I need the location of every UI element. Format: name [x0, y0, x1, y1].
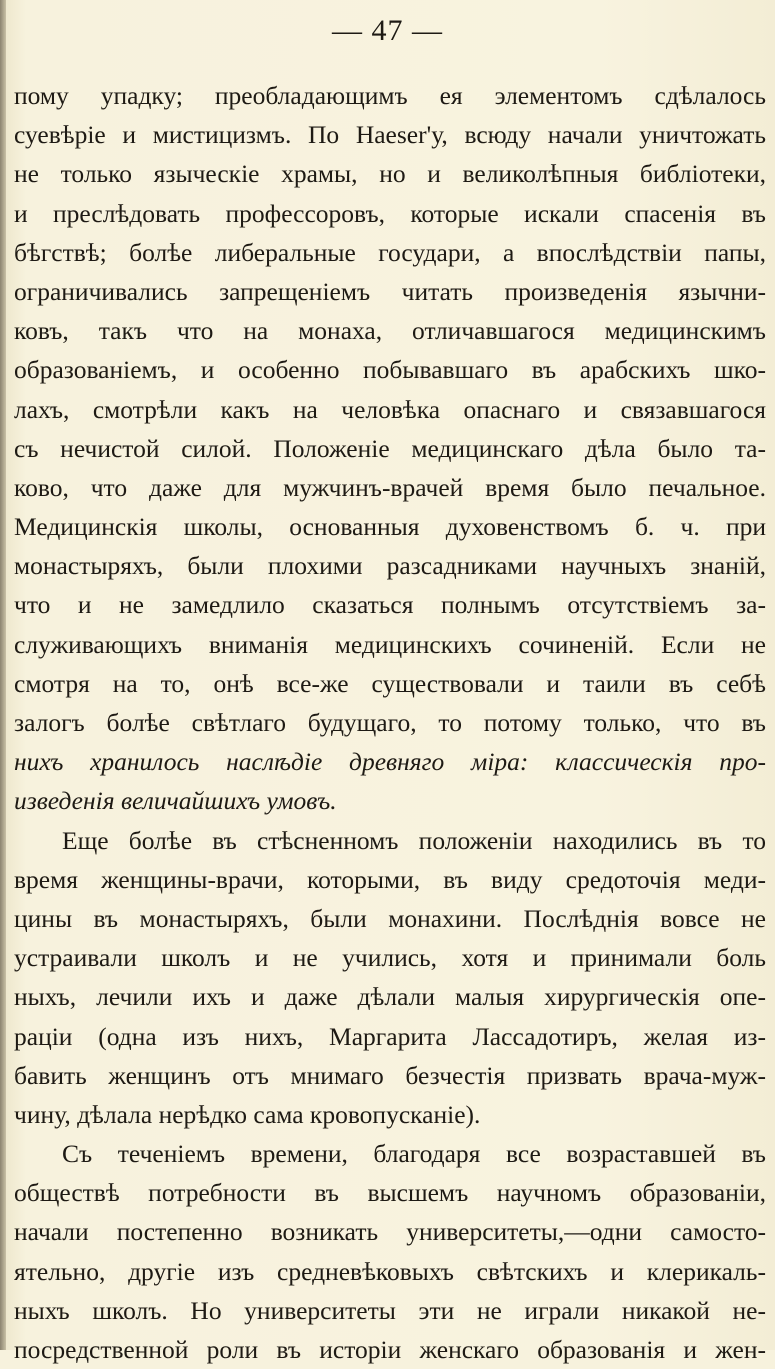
- text-line: обществѣ потребности въ высшемъ научномъ образованіи,: [14, 1178, 766, 1208]
- text-line: Съ теченіемъ времени, благодаря все возраставшей въ: [62, 1139, 766, 1169]
- text-line: нихъ хранилось наслѣдіе древняго міра: классическія про-: [14, 747, 766, 777]
- text-line: бавить женщинъ отъ мнимаго безчестія призвать врача-муж-: [14, 1060, 766, 1090]
- text-line: смотря на то, онѣ все-же существовали и таили въ себѣ: [14, 668, 766, 698]
- page-number: — 47 —: [332, 14, 443, 47]
- text-line: ныхъ, лечили ихъ и даже дѣлали малыя хирургическія опе-: [14, 982, 766, 1012]
- text-line: съ нечистой силой. Положеніе медицинскаго дѣла было та-: [14, 433, 766, 463]
- text-line: ныхъ школъ. Но университеты эти не играли никакой не-: [14, 1295, 766, 1325]
- text-line: время женщины-врачи, которыми, въ виду средоточія меди-: [14, 864, 766, 894]
- text-line: цины въ монастыряхъ, были монахини. Послѣднія вовсе не: [14, 903, 766, 933]
- text-line: начали постепенно возникать университеты,—одни самосто-: [14, 1217, 766, 1247]
- text-line: изведенія величайшихъ умовъ.: [14, 786, 337, 816]
- text-line: ково, что даже для мужчинъ-врачей время было печальное.: [14, 472, 766, 502]
- text-line: устраивали школъ и не учились, хотя и принимали боль: [14, 943, 766, 973]
- text-line: залогъ болѣе свѣтлаго будущаго, то потому только, что въ: [14, 708, 766, 737]
- text-line: не только языческіе храмы, но и великолѣпныя библіотеки,: [14, 159, 766, 189]
- binding-edge: [0, 0, 6, 1350]
- text-line: ятельно, другіе изъ средневѣковыхъ свѣтскихъ и клерикаль-: [14, 1256, 766, 1286]
- text-line: и преслѣдовать профессоровъ, которые искали спасенія въ: [14, 198, 766, 228]
- text-line: что и не замедлило сказаться полнымъ отсутствіемъ за-: [14, 590, 766, 620]
- text-line: пому упадку; преобладающимъ ея элементомъ сдѣлалось: [14, 81, 766, 110]
- text-line: монастыряхъ, были плохими разсадниками научныхъ знаній,: [14, 551, 766, 581]
- text-line: Еще болѣе въ стѣсненномъ положеніи находились въ то: [62, 825, 766, 855]
- text-line: ограничивались запрещеніемъ читать произведенія язычни-: [14, 276, 766, 306]
- text-line: образованіемъ, и особенно побывавшаго въ арабскихъ шко-: [14, 355, 766, 385]
- text-line: лахъ, смотрѣли какъ на человѣка опаснаго и связавшагося: [14, 394, 766, 424]
- text-line: Медицинскія школы, основанныя духовенствомъ б. ч. при: [14, 512, 766, 542]
- text-line: служивающихъ вниманія медицинскихъ сочиненій. Если не: [14, 629, 766, 659]
- text-line: раціи (одна изъ нихъ, Маргарита Лассадотиръ, желая из-: [14, 1021, 766, 1051]
- text-line: ковъ, такъ что на монаха, отличавшагося медицинскимъ: [14, 316, 766, 346]
- text-line: чину, дѣлала нерѣдко сама кровопусканіе).: [14, 1099, 481, 1129]
- text-line: суевѣріе и мистицизмъ. По Haeser'у, всюду начали уничтожать: [14, 120, 766, 150]
- text-line: посредственной роли въ исторіи женскаго образованія и жен-: [14, 1335, 766, 1364]
- body-text: [14, 76, 766, 1369]
- text-line: бѣгствѣ; болѣе либеральные государи, а впослѣдствіи папы,: [14, 237, 766, 267]
